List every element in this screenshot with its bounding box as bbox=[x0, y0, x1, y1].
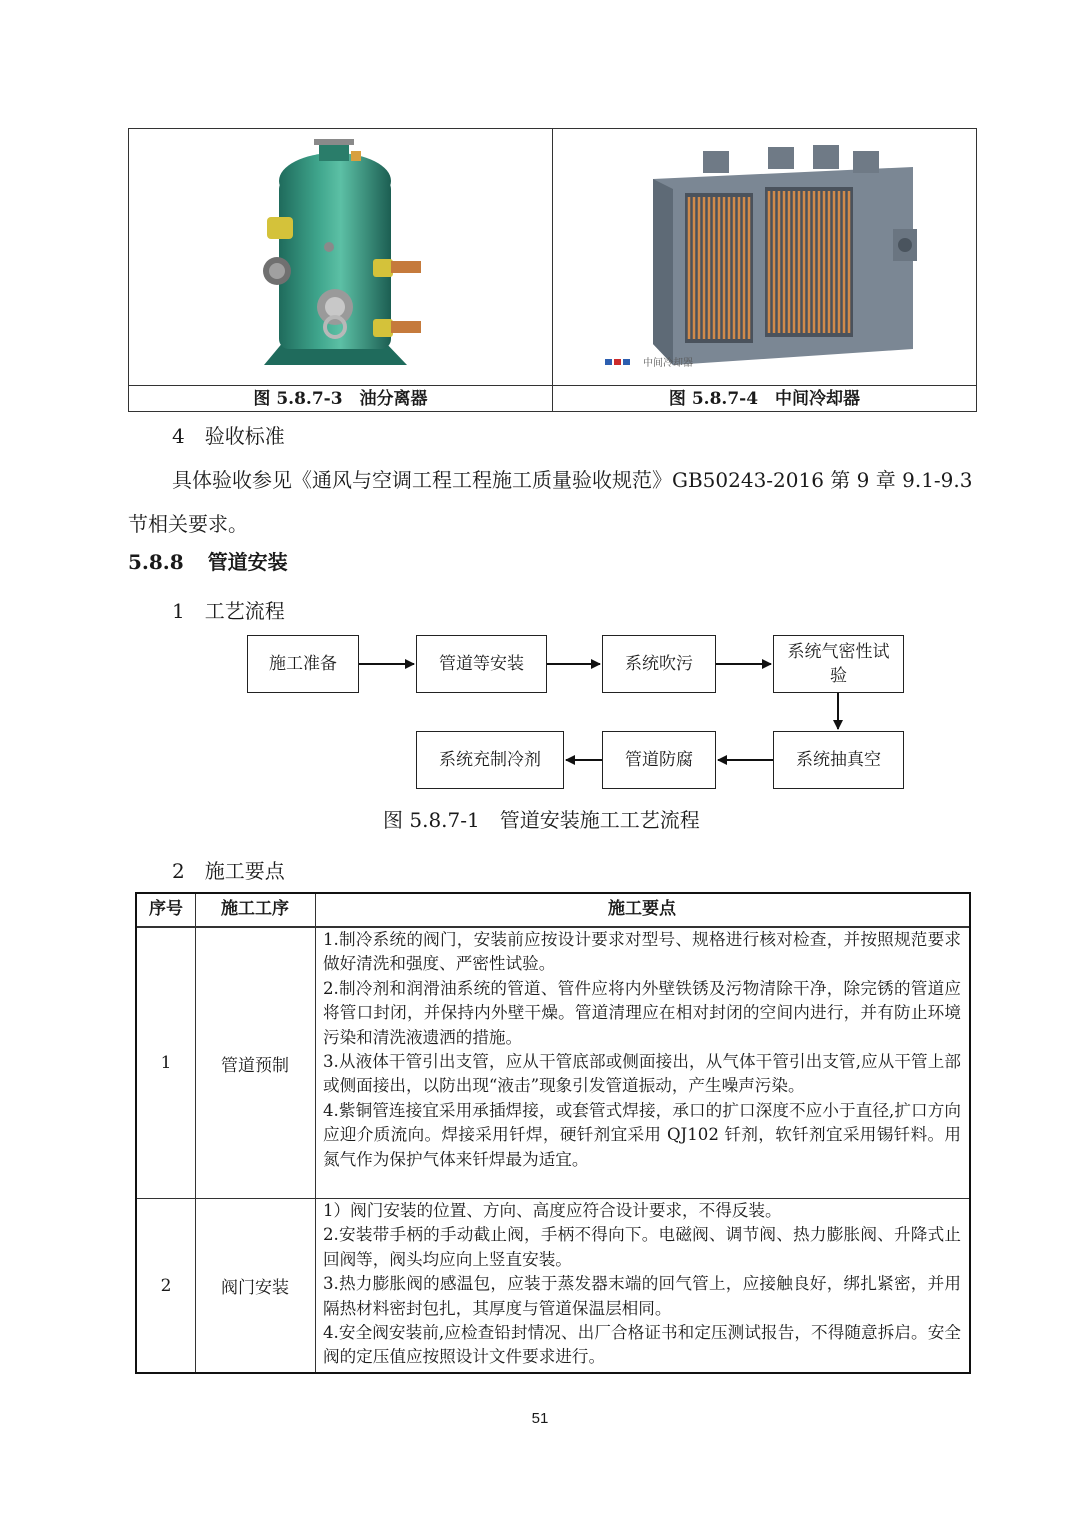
row-2-point-1: 1）阀门安装的位置、方向、高度应符合设计要求，不得反装。 bbox=[323, 1201, 782, 1220]
flow-step-1: 施工准备 bbox=[247, 635, 359, 693]
row-1-points bbox=[315, 928, 969, 1198]
row-2-process: 阀门安装 bbox=[221, 1278, 289, 1298]
flow-step-5: 系统抽真空 bbox=[773, 731, 904, 789]
row-1-point-4: 4.紫铜管连接宜采用承插焊接，或套管式焊接，承口的扩口深度不应小于直径,扩口方向应迎介质流向。焊接采用钎焊，硬钎剂宜采用 QJ102 钎剂，软钎剂宜采用锡钎料。用氮气作为保护气体来钎焊最为适宜。 bbox=[323, 1100, 961, 1169]
page-number: 51 bbox=[531, 1410, 549, 1427]
points-heading: 2 施工要点 bbox=[172, 859, 285, 883]
acceptance-text-line1: 具体验收参见《通风与空调工程工程施工质量验收规范》GB50243-2016 第 9 章 9.1-9.3 bbox=[172, 468, 973, 492]
row-1-process: 管道预制 bbox=[221, 1055, 289, 1076]
flow-step-7: 系统充制冷剂 bbox=[416, 731, 564, 789]
image-label: 中间冷却器 bbox=[643, 358, 693, 369]
process-heading: 1 工艺流程 bbox=[172, 599, 285, 623]
header-process: 施工工序 bbox=[221, 899, 289, 919]
row-1-point-3: 3.从液体干管引出支管，应从干管底部或侧面接出，从气体干管引出支管,应从干管上部或侧面接出，以防出现“液击”现象引发管道振动，产生噪声污染。 bbox=[323, 1052, 961, 1096]
row-2-points bbox=[315, 1199, 969, 1372]
header-number: 序号 bbox=[149, 899, 183, 919]
figure-caption-right: 图 5.8.7-4 中间冷却器 bbox=[668, 389, 861, 409]
row-2-point-3: 3.热力膨胀阀的感温包，应装于蒸发器末端的回气管上，应接触良好，绑扎紧密，并用隔热材料密封包扎，其厚度与管道保温层相同。 bbox=[323, 1274, 961, 1318]
row-2-point-4: 4.安全阀安装前,应检查铅封情况、出厂合格证书和定压测试报告，不得随意拆启。安全阀的定压值应按照设计文件要求进行。 bbox=[323, 1323, 961, 1367]
row-1-number: 1 bbox=[160, 1053, 172, 1073]
acceptance-text-line2: 节相关要求。 bbox=[128, 512, 248, 536]
flow-step-4: 系统气密性试验 bbox=[773, 635, 904, 693]
acceptance-heading: 4 验收标准 bbox=[172, 424, 285, 448]
section-number: 5.8.8 bbox=[128, 550, 184, 574]
flow-step-2: 管道等安装 bbox=[416, 635, 547, 693]
header-points: 施工要点 bbox=[608, 899, 676, 919]
row-1-point-1: 1.制冷系统的阀门，安装前应按设计要求对型号、规格进行核对检查，并按照规范要求做好清洗和强度、严密性试验。 bbox=[323, 930, 961, 974]
section-title: 管道安装 bbox=[207, 550, 288, 574]
figure-caption-left: 图 5.8.7-3 油分离器 bbox=[129, 386, 553, 412]
flow-step-6: 管道防腐 bbox=[602, 731, 716, 789]
row-2-point-2: 2.安装带手柄的手动截止阀，手柄不得向下。电磁阀、调节阀、热力膨胀阀、升降式止回阀等，阀头均应向上竖直安装。 bbox=[323, 1225, 961, 1269]
row-1-point-2: 2.制冷剂和润滑油系统的管道、管件应将内外壁铁锈及污物清除干净，除完锈的管道应将管口封闭，并保持内外壁干燥。管道清理应在相对封闭的空间内进行，并有防止环境污染和清洗液遗洒的措施。 bbox=[323, 978, 961, 1047]
row-2-number: 2 bbox=[160, 1275, 172, 1296]
flow-step-3: 系统吹污 bbox=[602, 635, 716, 693]
flow-caption: 图 5.8.7-1 管道安装施工工艺流程 bbox=[383, 808, 700, 832]
construction-points-table bbox=[135, 892, 971, 1374]
